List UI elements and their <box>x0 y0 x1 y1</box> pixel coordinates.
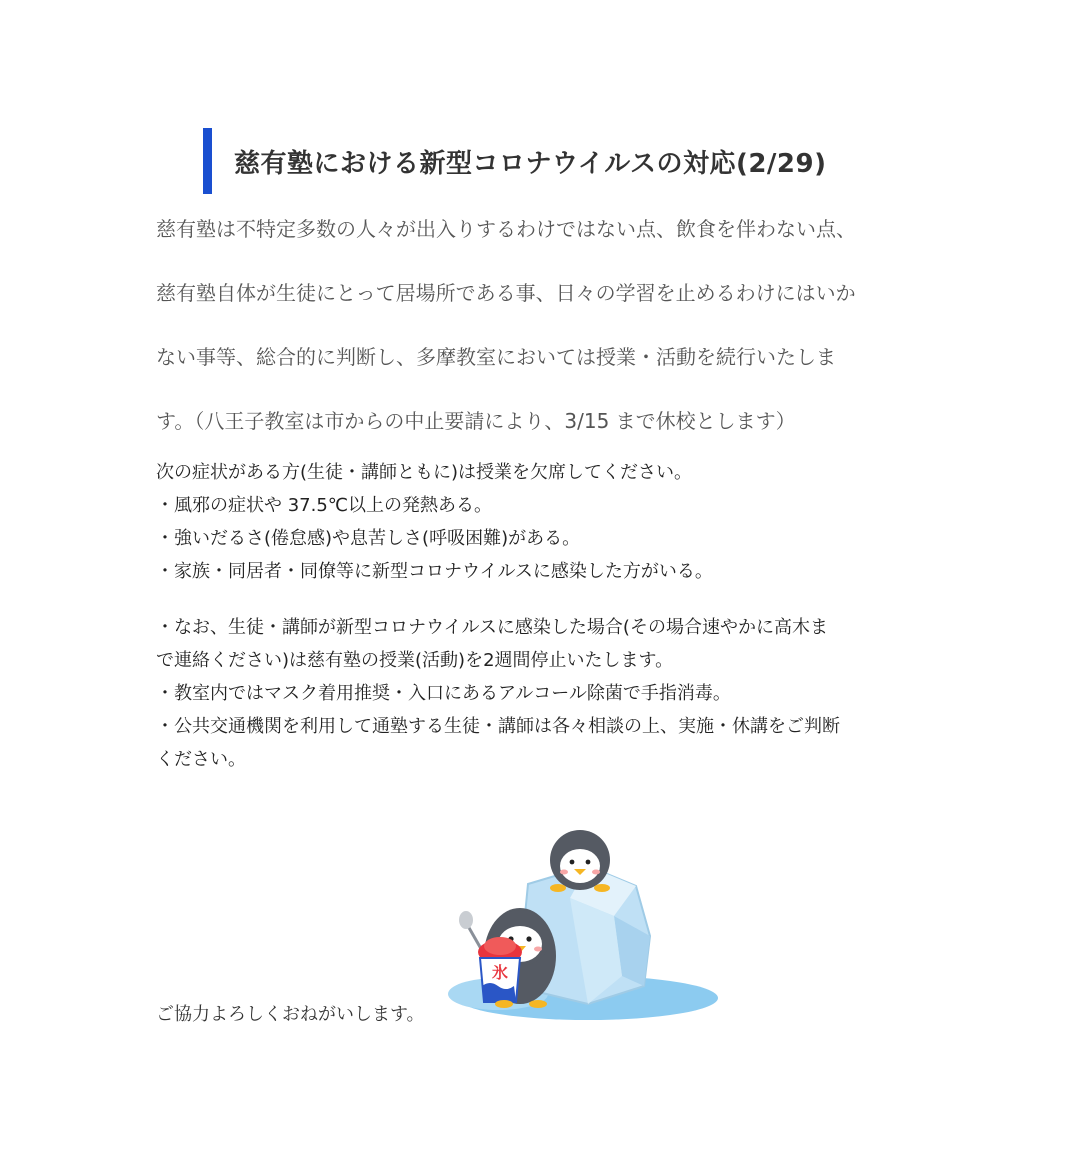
policy-item: ・公共交通機関を利用して通塾する生徒・講師は各々相談の上、実施・休講をご判断 <box>156 716 840 737</box>
symptom-item: ・風邪の症状や 37.5℃以上の発熱ある。 <box>156 495 493 516</box>
symptom-item: ・強いだるさ(倦怠感)や息苦しさ(呼吸困難)がある。 <box>156 528 581 549</box>
section-spacer <box>156 588 946 611</box>
intro-paragraph <box>156 200 946 456</box>
policy-item: ・なお、生徒・講師が新型コロナウイルスに感染した場合(その場合速やかに高木ま <box>156 617 828 638</box>
symptom-item: ・家族・同居者・同僚等に新型コロナウイルスに感染した方がいる。 <box>156 561 713 582</box>
cup-label: 氷 <box>491 963 509 982</box>
policy-item: ・教室内ではマスク着用推奨・入口にあるアルコール除菌で手指消毒。 <box>156 683 731 704</box>
closing-message: ご協力よろしくおねがいします。 <box>156 1004 425 1025</box>
notice-section <box>156 456 946 776</box>
intro-line: 慈有塾は不特定多数の人々が出入りするわけではない点、飲食を伴わない点、 <box>156 217 856 241</box>
intro-line: 慈有塾自体が生徒にとって居場所である事、日々の学習を止めるわけにはいか <box>156 281 856 305</box>
symptom-intro: 次の症状がある方(生徒・講師ともに)は授業を欠席してください。 <box>156 462 693 483</box>
penguins-on-ice-with-shaved-ice-icon <box>438 826 722 1026</box>
page-title: 慈有塾における新型コロナウイルスの対応(2/29) <box>234 148 827 179</box>
intro-line: ない事等、総合的に判断し、多摩教室においては授業・活動を続行いたしま <box>156 345 836 369</box>
policy-item: で連絡ください)は慈有塾の授業(活動)を2週間停止いたします。 <box>156 650 674 671</box>
page-heading <box>203 128 923 194</box>
policy-item: ください。 <box>156 749 246 770</box>
intro-line: す。（八王子教室は市からの中止要請により、3/15 まで休校とします） <box>156 409 796 433</box>
